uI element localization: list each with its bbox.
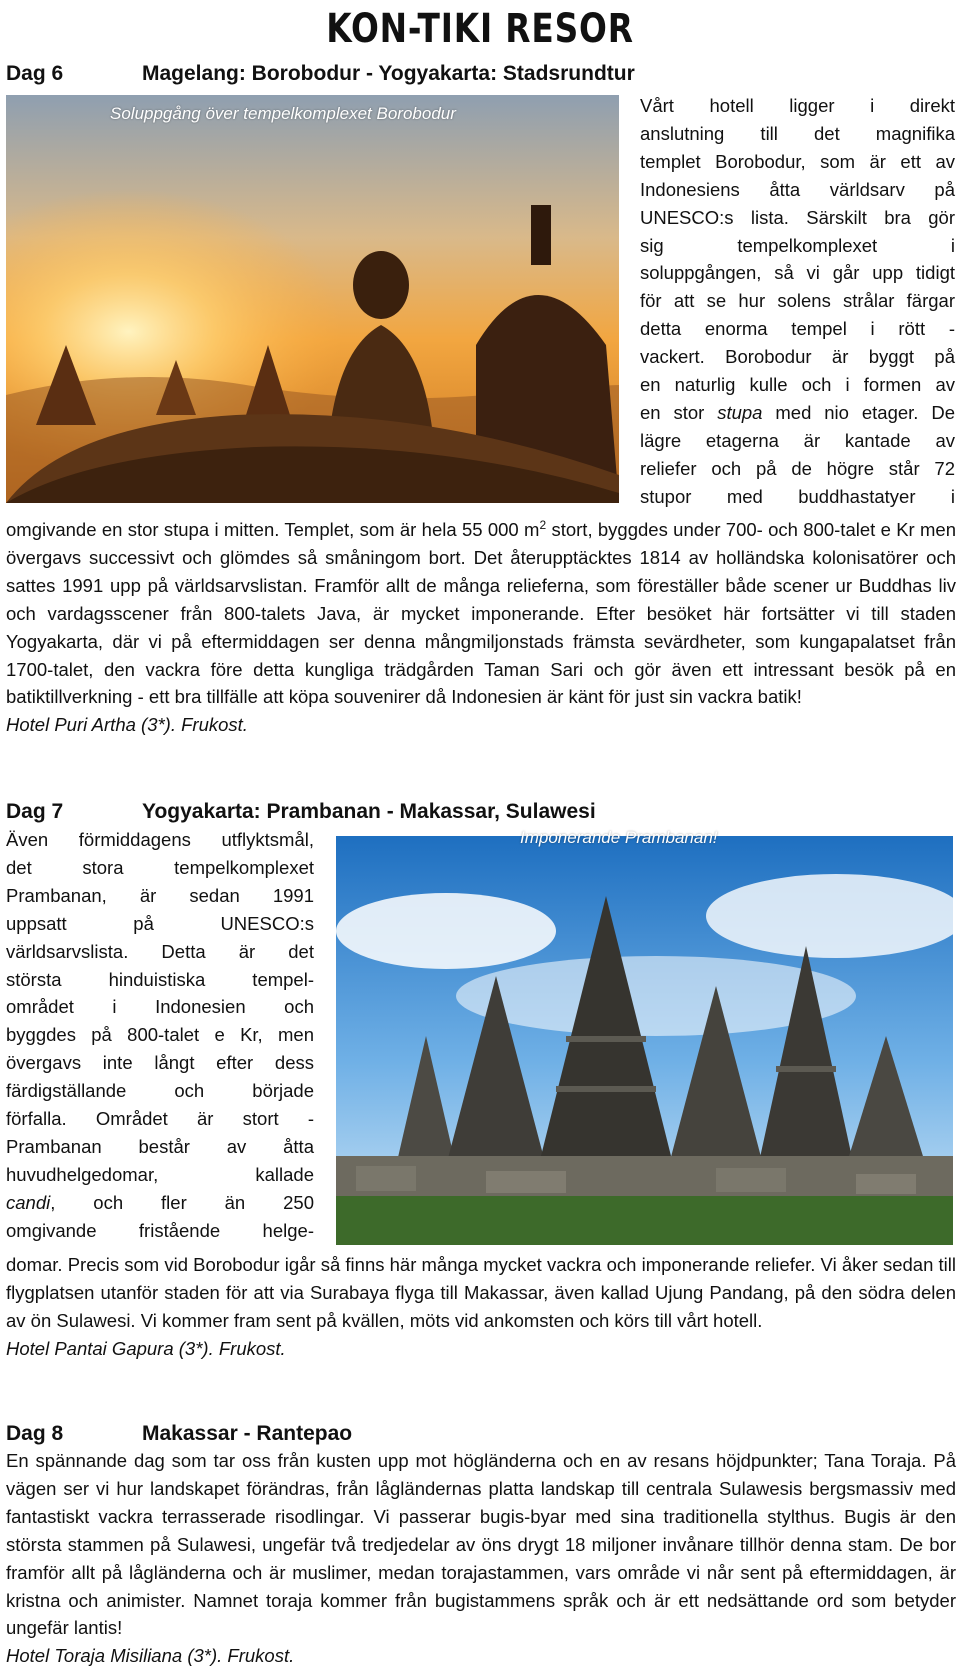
prambanan-temple-image [336,836,953,1245]
day6-side-line: lägre etagerna är kantade av [640,429,955,451]
day6-side-line: Vårt hotell ligger i direkt [640,95,955,116]
borobodur-caption: Soluppgång över tempelkomplexet Borobodur [110,104,456,123]
prambanan-photo [336,836,953,1245]
day6-side-line: UNESCO:s lista. Särskilt bra gör [640,206,955,228]
day6-side-line: vackert. Borobodur är byggt på [640,346,955,368]
day6-side-line: templet Borobodur, som är ett av [640,150,955,172]
day7-side-line: huvudhelgedomar, kallade [6,1163,314,1185]
day7-side-line-part: , och fler än 250 [50,1191,314,1213]
candi-term: candi [6,1191,51,1213]
day7-heading [6,798,596,826]
brand-logo: KON-TIKI RESOR [326,6,634,52]
day6-side-line [640,399,955,427]
day6-label: Dag 6 [6,62,64,85]
day6-title: Magelang: Borobodur - Yogyakarta: Stadsrundtur [142,62,635,85]
day6-side-line: för att se hur solens strålar färgar [640,290,955,312]
day8-label: Dag 8 [6,1422,64,1445]
day7-side-line: förfalla. Området är stort - [6,1108,314,1130]
day7-body-text: domar. Precis som vid Borobodur igår så finns här många mycket vackra och imponerande reliefer. Vi åker sedan till flygplatsen utanför staden för att via Surabaya flyga till Makassar, även kallad Ujung Pandang, på den södra delen av ön Sulawesi. Vi kommer fram sent på kvällen, möts vid ankomsten och körs till vårt hotell. [6,1254,956,1331]
day6-heading [6,60,635,88]
day6-side-line: detta enorma tempel i rött - [640,318,955,340]
day7-side-line: Prambanan, är sedan 1991 [6,884,314,906]
day8-body-text: En spännande dag som tar oss från kusten upp mot högländerna och en av resans höjdpunkter; Tana Toraja. På vägen ser vi hur landskapet förändras, från lågländernas platta landskap till centrala Sulawesis bergsmassiv med fantastiskt vackra terrasserade risodlingar. Vi passerar bugis-byar med sina traditionella stylthus. Bugis är den största stammen på Sulawesi, ungefär två tredjedelar av öns drygt 18 miljoner invånare tillhör denna stam. De bor framför allt på lågländerna och är muslimer, medan torajastammen, vars område vi når sent på eftermiddagen, är kristna och animister. Namnet toraja kommer från bugistammens språk och är ett nedsättande ord som betyder ungefär lantis! [6,1450,956,1639]
day7-side-line: största hinduistiska tempel- [6,968,314,990]
day6-side-line-part: en stor [640,401,718,423]
day8-heading [6,1420,352,1448]
stupa-term: stupa [717,401,763,423]
day7-side-text [6,826,314,1245]
day7-title: Yogyakarta: Prambanan - Makassar, Sulawesi [142,800,596,823]
day8-body [6,1447,956,1670]
day7-side-line: övergavs inte långt efter dess [6,1052,314,1074]
day7-side-line [6,1189,314,1217]
borobodur-photo [6,95,619,503]
day6-body-rest: stort, byggdes under 700- och 800-talet e Kr men övergavs successivt och glömdes så småningom bort. Det återupptäcktes 1814 av holländska kolonisatörer och sattes 1991 upp på världsarvslistan. Framför allt de många relieferna, som föreställer både scener ur Buddhas liv och vardagsscener från 800-talets Java, är mycket imponerande. Efter besöket här fortsätter vi till staden Yogyakarta, där vi på eftermiddagen ser denna mångmiljonstads främsta sevärdheter, som kungapalatset från 1700-talet, den vackra före detta kungliga trädgården Taman Sari och gör även ett intressant besök på en batiktillverkning - ett bra tillfälle att köpa souvenirer då Indonesien är känt för just sin vackra batik! [6,519,957,708]
day6-side-line: soluppgången, så vi går upp tidigt [640,262,955,284]
day7-side-line: färdigställande och började [6,1080,314,1102]
borobodur-sunrise-image [6,95,619,503]
day7-hotel: Hotel Pantai Gapura (3*). Frukost. [6,1337,286,1359]
square-meter-superscript: 2 [539,518,547,532]
day7-body [6,1251,956,1363]
day7-side-line: omgivande fristående helge- [6,1219,314,1241]
day6-side-line: anslutning till det magnifika [640,122,955,144]
day6-body-start: omgivande en stor stupa i mitten. Templet, som är hela 55 000 m [6,519,540,540]
day6-side-line-part: med nio etager. De [762,401,955,423]
day6-side-line: en naturlig kulle och i formen av [640,374,955,396]
day6-body [6,512,956,739]
day8-hotel: Hotel Toraja Misiliana (3*). Frukost. [6,1645,295,1667]
day7-side-line: byggdes på 800-talet e Kr, men [6,1024,314,1046]
day7-side-line: Även förmiddagens utflyktsmål, [6,829,314,850]
day7-side-line: uppsatt på UNESCO:s [6,912,314,934]
day6-side-line: reliefer och på de högre står 72 [640,457,955,479]
day6-side-line: stupor med buddhastatyer i [640,485,955,507]
day7-side-line: det stora tempelkomplexet [6,856,314,878]
day7-side-line: Prambanan består av åtta [6,1135,314,1157]
day7-label: Dag 7 [6,800,64,823]
day6-side-text [640,92,955,511]
day6-side-line: sig tempelkomplexet i [640,234,955,256]
prambanan-caption: Imponerande Prambanan! [520,828,718,847]
day7-side-line: världsarvslista. Detta är det [6,940,314,962]
day6-side-line: Indonesiens åtta världsarv på [640,178,955,200]
day8-title: Makassar - Rantepao [142,1422,353,1445]
day7-side-line: området i Indonesien och [6,996,314,1018]
day6-hotel: Hotel Puri Artha (3*). Frukost. [6,714,248,736]
